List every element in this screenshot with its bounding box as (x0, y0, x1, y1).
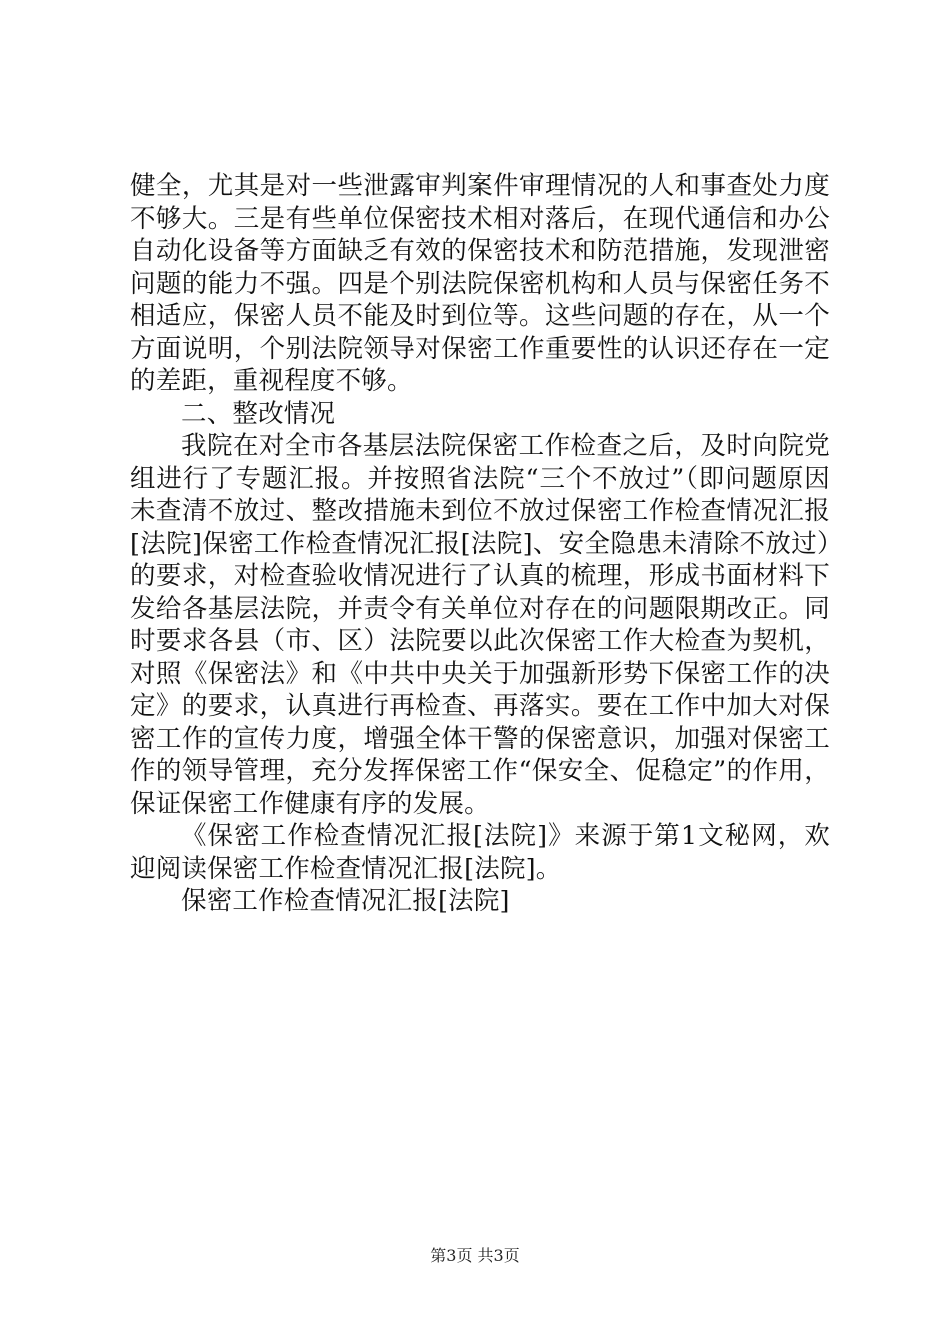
paragraph-continuation: 健全，尤其是对一些泄露审判案件审理情况的人和事查处力度不够大。三是有些单位保密技术相对落后，在现代通信和办公自动化设备等方面缺乏有效的保密技术和防范措施，发现泄密问题的能力不强。四是个别法院保密机构和人员与保密任务不相适应，保密人员不能及时到位等。这些问题的存在，从一个方面说明，个别法院领导对保密工作重要性的认识还存在一定的差距，重视程度不够。 (130, 171, 830, 396)
paragraph-source-note: 《保密工作检查情况汇报[法院]》来源于第1文秘网，欢迎阅读保密工作检查情况汇报[法院]。 (130, 821, 830, 884)
page-footer: 第3页 共3页 (430, 1246, 520, 1265)
document-body (130, 170, 830, 918)
paragraph-title-repeat: 保密工作检查情况汇报[法院] (181, 886, 510, 916)
section-heading-rectification: 二、整改情况 (181, 398, 336, 429)
paragraph-rectification: 我院在对全市各基层法院保密工作检查之后，及时向院党组进行了专题汇报。并按照省法院“三个不放过”（即问题原因未查清不放过、整改措施未到位不放过保密工作检查情况汇报[法院]保密工作检查情况汇报[法院]、安全隐患未清除不放过）的要求，对检查验收情况进行了认真的梳理，形成书面材料下发给各基层法院，并责令有关单位对存在的问题限期改正。同时要求各县（市、区）法院要以此次保密工作大检查为契机，对照《保密法》和《中共中央关于加强新形势下保密工作的决定》的要求，认真进行再检查、再落实。要在工作中加大对保密工作的宣传力度，增强全体干警的保密意识，加强对保密工作的领导管理，充分发挥保密工作“保安全、促稳定”的作用，保证保密工作健康有序的发展。 (130, 431, 830, 819)
